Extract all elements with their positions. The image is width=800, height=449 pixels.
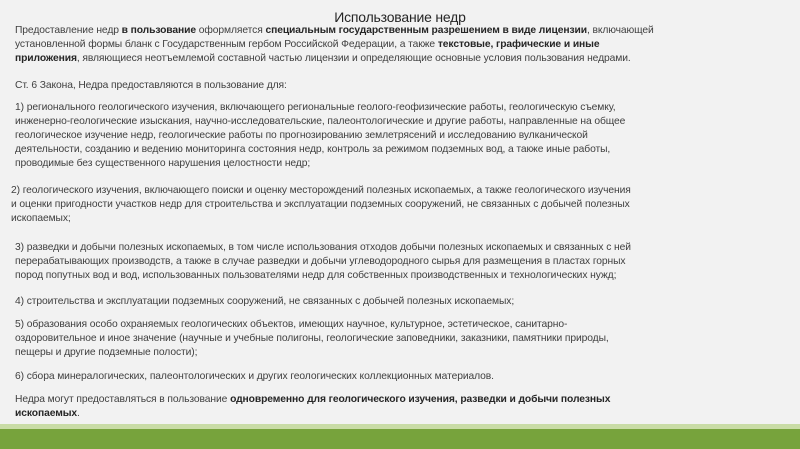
list-item-1: 1) регионального геологического изучения, включающего региональные геолого-геофизические работы, геологическую съемку, инженерно-геологические изыскания, научно-исследовательские, палеонтологические и другие работы, направленные на общее геологическое изучение недр, геологические работы по прогнозированию землетрясений и исследованию вулканической деятельности, созданию и ведению мониторинга состояния недр, контроль за режимом подземных вод, а также иные работы, проводимые без существенного нарушения целостности недр; bbox=[15, 102, 626, 169]
list-item-4: 4) строительства и эксплуатации подземных сооружений, не связанных с добычей полезных ископаемых; bbox=[15, 296, 515, 307]
list-item-5: 5) образования особо охраняемых геологических объектов, имеющих научное, культурное, эстетическое, санитарно- оздоровительное и иное значение (научные и учебные полигоны, геологические заповедники, заказники, памятники природы, пещеры и другие подземные полости); bbox=[15, 319, 609, 358]
list-item-2: 2) геологического изучения, включающего поиски и оценку месторождений полезных ископаемых, а также геологического изучения и оценки пригодности участков недр для строительства и эксплуатации подземных сооружений, не связанных с добычей полезных ископаемых; bbox=[11, 185, 631, 224]
intro-line-1: Предоставление недр в пользование оформляется специальным государственным разрешением в виде лицензии, включающей bbox=[15, 25, 654, 36]
intro-paragraph bbox=[15, 24, 654, 66]
article-reference: Ст. 6 Закона, Недра предоставляются в пользование для: bbox=[15, 80, 287, 91]
list-item-6: 6) сбора минералогических, палеонтологических и других геологических коллекционных материалов. bbox=[15, 371, 494, 382]
list-item-3: 3) разведки и добычи полезных ископаемых, в том числе использования отходов добычи полезных ископаемых и связанных с ней перерабатывающих производств, а также в случае разведки и добычи углеводородного сырья для размещения в пластах горных пород попутных вод и вод, использованных пользователями недр для собственных производственных и технологических нужд; bbox=[15, 242, 631, 281]
closing-paragraph: Недра могут предоставляться в пользование одновременно для геологического изучения, разведки и добычи полезных ископаемых. bbox=[15, 394, 611, 419]
slide-title: Использование недр bbox=[334, 9, 466, 25]
footer-bar bbox=[0, 429, 800, 449]
intro-line-2: установленной формы бланк с Государственным гербом Российской Федерации, а также текстовые, графические и иные bbox=[15, 39, 600, 50]
intro-line-3: приложения, являющиеся неотъемлемой составной частью лицензии и определяющие основные условия пользования недрами. bbox=[15, 53, 631, 64]
